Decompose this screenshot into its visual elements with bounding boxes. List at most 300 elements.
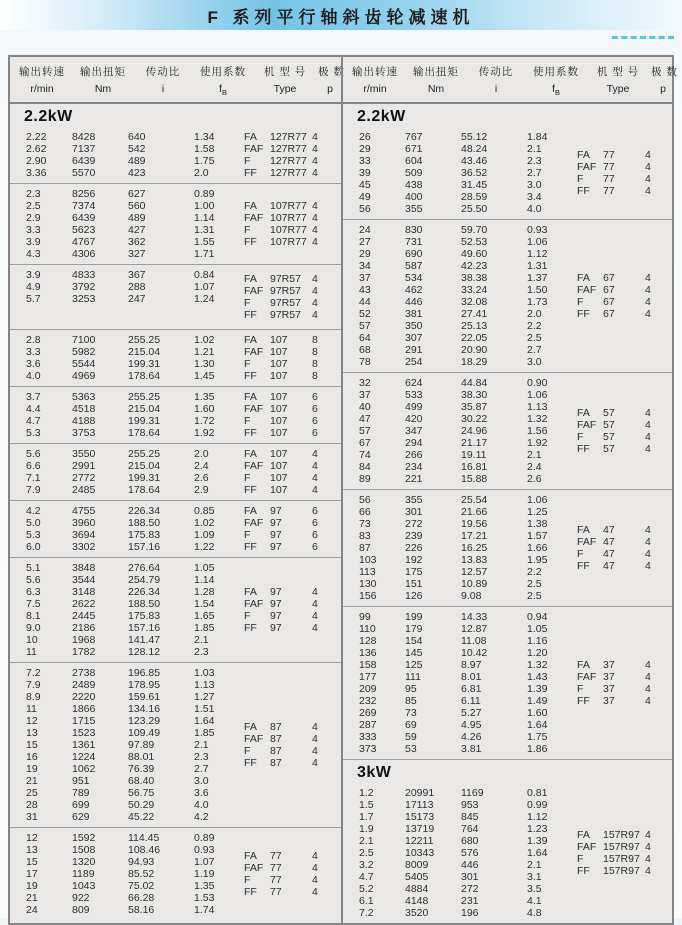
ratio-cell: 199.31 xyxy=(128,415,161,428)
output-speed-cell: 7.9 xyxy=(26,679,41,692)
service-factor-cell: 0.89 xyxy=(194,188,215,201)
output-speed-cell: 2.3 xyxy=(26,188,41,201)
ratio-cell: 276.64 xyxy=(128,562,161,575)
ratio-cell: 10.42 xyxy=(461,647,488,660)
output-torque-cell: 4755 xyxy=(72,505,96,518)
ratio-cell: 20.90 xyxy=(461,344,488,357)
type-size: 127R77 xyxy=(270,143,307,156)
ratio-cell: 327 xyxy=(128,248,146,261)
ratio-cell: 3.81 xyxy=(461,743,482,756)
table-row xyxy=(10,775,341,787)
output-torque-cell: 254 xyxy=(405,356,423,369)
type-prefix: FF xyxy=(244,541,257,554)
type-label xyxy=(577,161,645,173)
type-size: 77 xyxy=(270,850,282,863)
service-factor-cell: 2.7 xyxy=(527,344,542,357)
col-header-factor-symbol: $f_B$ xyxy=(219,83,227,98)
output-speed-cell: 17 xyxy=(26,868,38,881)
output-torque-cell: 3960 xyxy=(72,517,96,530)
output-torque-cell: 69 xyxy=(405,719,417,732)
output-speed-cell: 68 xyxy=(359,344,371,357)
ratio-cell: 215.04 xyxy=(128,403,161,416)
type-line xyxy=(244,721,332,733)
service-factor-cell: 2.0 xyxy=(194,448,209,461)
output-torque-cell: 355 xyxy=(405,494,423,507)
type-label xyxy=(244,273,312,285)
poles-value: 4 xyxy=(312,200,318,213)
type-line xyxy=(577,419,665,431)
poles-value: 6 xyxy=(312,517,318,530)
output-torque-cell: 509 xyxy=(405,167,423,180)
type-size: 107 xyxy=(270,391,288,404)
ratio-cell: 8.01 xyxy=(461,671,482,684)
service-factor-cell: 1.66 xyxy=(527,542,548,555)
section-title: 2.2kW xyxy=(24,108,73,126)
type-prefix: F xyxy=(244,297,251,310)
type-line xyxy=(244,586,332,598)
poles-value: 4 xyxy=(312,721,318,734)
service-factor-cell: 1.37 xyxy=(527,272,548,285)
type-size: 157R97 xyxy=(603,841,640,854)
service-factor-cell: 1.14 xyxy=(194,212,215,225)
output-speed-cell: 24 xyxy=(26,904,38,917)
service-factor-cell: 1.35 xyxy=(194,880,215,893)
type-label xyxy=(244,733,312,745)
type-line xyxy=(244,484,332,496)
output-speed-cell: 7.1 xyxy=(26,472,41,485)
section-title: 3kW xyxy=(357,764,392,782)
service-factor-cell: 1.75 xyxy=(194,155,215,168)
service-factor-cell: 1.53 xyxy=(194,892,215,905)
output-torque-cell: 4833 xyxy=(72,269,96,282)
output-torque-cell: 151 xyxy=(405,578,423,591)
ratio-cell: 175.83 xyxy=(128,610,161,623)
ratio-cell: 134.16 xyxy=(128,703,161,716)
output-speed-cell: 3.6 xyxy=(26,358,41,371)
output-speed-cell: 373 xyxy=(359,743,377,756)
output-speed-cell: 37 xyxy=(359,389,371,402)
ratio-cell: 175.83 xyxy=(128,529,161,542)
output-speed-cell: 5.1 xyxy=(26,562,41,575)
col-header-speed-unit: r/min xyxy=(363,83,387,95)
output-torque-cell: 922 xyxy=(72,892,90,905)
output-speed-cell: 12 xyxy=(26,715,38,728)
type-prefix: F xyxy=(577,548,584,561)
service-factor-cell: 3.6 xyxy=(194,787,209,800)
type-prefix: FA xyxy=(244,334,257,347)
output-speed-cell: 2.5 xyxy=(26,200,41,213)
type-label xyxy=(244,505,312,517)
output-speed-cell: 56 xyxy=(359,203,371,216)
output-speed-cell: 269 xyxy=(359,707,377,720)
type-prefix: F xyxy=(244,529,251,542)
col-header-torque-unit: Nm xyxy=(427,83,445,95)
output-torque-cell: 2445 xyxy=(72,610,96,623)
output-speed-cell: 10 xyxy=(26,634,38,647)
poles-value: 4 xyxy=(645,560,651,573)
ratio-cell: 30.22 xyxy=(461,413,488,426)
output-torque-cell: 17113 xyxy=(405,799,434,812)
service-factor-cell: 1.05 xyxy=(194,562,215,575)
type-label xyxy=(244,850,312,862)
ratio-cell: 845 xyxy=(461,811,479,824)
col-header-type-cn: 机 型 号 xyxy=(596,66,640,78)
type-label xyxy=(244,200,312,212)
output-speed-cell: 8.9 xyxy=(26,691,41,704)
table-row xyxy=(343,494,672,506)
output-speed-cell: 6.0 xyxy=(26,541,41,554)
type-size: 97 xyxy=(270,610,282,623)
type-line xyxy=(244,460,332,472)
service-factor-cell: 1.84 xyxy=(527,131,548,144)
type-line xyxy=(244,850,332,862)
service-factor-cell: 1.72 xyxy=(194,415,215,428)
type-line xyxy=(244,415,332,427)
type-prefix: FF xyxy=(244,167,257,180)
table-row xyxy=(10,646,341,658)
table-row xyxy=(343,389,672,401)
type-label xyxy=(577,829,645,841)
type-prefix: FAF xyxy=(244,346,264,359)
type-line xyxy=(577,407,665,419)
type-prefix: FF xyxy=(244,236,257,249)
power-section xyxy=(343,104,672,759)
type-line xyxy=(244,886,332,898)
output-torque-cell: 1508 xyxy=(72,844,96,857)
type-line xyxy=(244,517,332,529)
type-prefix: F xyxy=(577,683,584,696)
service-factor-cell: 1.14 xyxy=(194,574,215,587)
output-speed-cell: 19 xyxy=(26,763,38,776)
ratio-cell: 6.81 xyxy=(461,683,482,696)
ratio-cell: 362 xyxy=(128,236,146,249)
output-torque-cell: 4518 xyxy=(72,403,96,416)
col-header-torque-cn: 输出扭矩 xyxy=(413,66,459,78)
ratio-cell: 199.31 xyxy=(128,358,161,371)
type-block xyxy=(577,524,665,572)
poles-value: 4 xyxy=(645,548,651,561)
output-torque-cell: 400 xyxy=(405,191,423,204)
type-label xyxy=(577,431,645,443)
type-size: 57 xyxy=(603,407,615,420)
table-row xyxy=(10,691,341,703)
output-torque-cell: 767 xyxy=(405,131,423,144)
type-size: 47 xyxy=(603,536,615,549)
ratio-cell: 12.57 xyxy=(461,566,488,579)
ratio-cell: 21.17 xyxy=(461,437,488,450)
output-torque-cell: 179 xyxy=(405,623,423,636)
output-speed-cell: 19 xyxy=(26,880,38,893)
output-torque-cell: 5570 xyxy=(72,167,96,180)
data-group xyxy=(343,606,672,759)
data-group xyxy=(10,183,341,264)
ratio-cell: 19.11 xyxy=(461,449,487,462)
type-line xyxy=(244,598,332,610)
type-label xyxy=(244,427,312,439)
output-torque-cell: 301 xyxy=(405,506,423,519)
type-size: 67 xyxy=(603,284,615,297)
type-label xyxy=(577,173,645,185)
output-speed-cell: 7.2 xyxy=(26,667,41,680)
type-line xyxy=(577,284,665,296)
output-torque-cell: 355 xyxy=(405,203,423,216)
type-label xyxy=(577,185,645,197)
type-size: 107 xyxy=(270,460,288,473)
ratio-cell: 254.79 xyxy=(128,574,161,587)
ratio-cell: 215.04 xyxy=(128,460,161,473)
type-size: 107 xyxy=(270,472,288,485)
data-group xyxy=(343,372,672,489)
type-label xyxy=(244,224,312,236)
type-prefix: F xyxy=(244,745,251,758)
type-prefix: FF xyxy=(577,443,590,456)
type-label xyxy=(577,560,645,572)
output-speed-cell: 3.9 xyxy=(26,236,41,249)
output-torque-cell: 4767 xyxy=(72,236,96,249)
output-speed-cell: 47 xyxy=(359,413,371,426)
ratio-cell: 55.12 xyxy=(461,131,488,144)
output-torque-cell: 6439 xyxy=(72,155,96,168)
ratio-cell: 11.08 xyxy=(461,635,487,648)
table-row xyxy=(343,590,672,602)
output-torque-cell: 3550 xyxy=(72,448,96,461)
service-factor-cell: 1.60 xyxy=(194,403,215,416)
poles-value: 4 xyxy=(645,149,651,162)
data-group xyxy=(10,827,341,920)
poles-value: 4 xyxy=(312,167,318,180)
poles-value: 4 xyxy=(645,173,651,186)
output-speed-cell: 3.7 xyxy=(26,391,41,404)
table-row xyxy=(343,611,672,623)
type-size: 157R97 xyxy=(603,865,640,878)
type-prefix: FA xyxy=(244,586,257,599)
type-label xyxy=(244,874,312,886)
service-factor-cell: 1.23 xyxy=(527,823,548,836)
output-torque-cell: 20991 xyxy=(405,787,435,800)
output-speed-cell: 1.5 xyxy=(359,799,374,812)
type-line xyxy=(244,212,332,224)
type-size: 107 xyxy=(270,370,288,383)
ratio-cell: 178.64 xyxy=(128,370,161,383)
data-group xyxy=(343,783,672,923)
output-speed-cell: 3.9 xyxy=(26,269,41,282)
output-speed-cell: 57 xyxy=(359,320,371,333)
type-block xyxy=(244,586,332,634)
poles-value: 4 xyxy=(645,272,651,285)
output-speed-cell: 5.2 xyxy=(359,883,374,896)
title-band xyxy=(0,0,682,30)
ratio-cell: 4.95 xyxy=(461,719,482,732)
type-size: 47 xyxy=(603,560,615,573)
ratio-cell: 88.01 xyxy=(128,751,155,764)
service-factor-cell: 2.1 xyxy=(194,739,209,752)
type-label xyxy=(244,297,312,309)
output-speed-cell: 7.5 xyxy=(26,598,41,611)
service-factor-cell: 0.99 xyxy=(527,799,548,812)
type-line xyxy=(577,161,665,173)
table-header xyxy=(10,57,678,104)
type-label xyxy=(244,862,312,874)
service-factor-cell: 3.1 xyxy=(527,871,542,884)
type-size: 157R97 xyxy=(603,829,640,842)
output-torque-cell: 234 xyxy=(405,461,423,474)
col-header-speed-cn: 输出转速 xyxy=(19,66,65,78)
type-size: 67 xyxy=(603,308,615,321)
type-size: 97 xyxy=(270,622,282,635)
output-speed-cell: 1.2 xyxy=(359,787,374,800)
type-line xyxy=(244,403,332,415)
service-factor-cell: 0.81 xyxy=(527,787,548,800)
ratio-cell: 427 xyxy=(128,224,146,237)
type-label xyxy=(244,484,312,496)
output-torque-cell: 1189 xyxy=(72,868,95,881)
service-factor-cell: 2.4 xyxy=(527,461,542,474)
data-group xyxy=(343,219,672,372)
output-torque-cell: 1782 xyxy=(72,646,96,659)
type-line xyxy=(244,874,332,886)
output-torque-cell: 1968 xyxy=(72,634,96,647)
type-prefix: FA xyxy=(577,149,590,162)
output-speed-cell: 128 xyxy=(359,635,377,648)
poles-value: 8 xyxy=(312,370,318,383)
col-header-poles-symbol: p xyxy=(327,83,333,95)
type-label xyxy=(244,472,312,484)
ratio-cell: 231 xyxy=(461,895,479,908)
table-row xyxy=(343,320,672,332)
type-line xyxy=(244,297,332,309)
data-group xyxy=(10,500,341,557)
type-line xyxy=(244,167,332,179)
poles-value: 4 xyxy=(645,841,651,854)
type-prefix: FF xyxy=(577,560,590,573)
type-size: 97R57 xyxy=(270,273,301,286)
output-speed-cell: 39 xyxy=(359,167,371,180)
output-torque-cell: 3544 xyxy=(72,574,96,587)
table-row xyxy=(343,907,672,919)
ratio-cell: 19.56 xyxy=(461,518,488,531)
poles-value: 4 xyxy=(312,297,318,310)
col-header-factor-symbol: $f_B$ xyxy=(552,83,560,98)
output-speed-cell: 83 xyxy=(359,530,371,543)
output-torque-cell: 690 xyxy=(405,248,423,261)
type-prefix: F xyxy=(244,224,251,237)
ratio-cell: 28.59 xyxy=(461,191,488,204)
type-size: 77 xyxy=(270,874,282,887)
table-row xyxy=(343,707,672,719)
ratio-cell: 25.13 xyxy=(461,320,488,333)
ratio-cell: 157.16 xyxy=(128,541,161,554)
type-label xyxy=(577,284,645,296)
output-torque-cell: 1043 xyxy=(72,880,96,893)
poles-value: 6 xyxy=(312,541,318,554)
type-line xyxy=(244,391,332,403)
output-speed-cell: 5.3 xyxy=(26,427,41,440)
output-speed-cell: 21 xyxy=(26,892,38,905)
output-speed-cell: 11 xyxy=(26,646,37,659)
poles-value: 8 xyxy=(312,346,318,359)
table-row xyxy=(343,377,672,389)
type-label xyxy=(244,212,312,224)
output-torque-cell: 624 xyxy=(405,377,423,390)
type-size: 97 xyxy=(270,517,282,530)
output-torque-cell: 3753 xyxy=(72,427,96,440)
output-torque-cell: 4148 xyxy=(405,895,429,908)
output-torque-cell: 125 xyxy=(405,659,423,672)
ratio-cell: 560 xyxy=(128,200,146,213)
type-prefix: FA xyxy=(244,505,257,518)
service-factor-cell: 1.30 xyxy=(194,358,215,371)
type-size: 37 xyxy=(603,659,615,672)
poles-value: 8 xyxy=(312,334,318,347)
type-size: 97 xyxy=(270,586,282,599)
type-line xyxy=(244,143,332,155)
table-row xyxy=(343,743,672,755)
output-speed-cell: 136 xyxy=(359,647,377,660)
output-speed-cell: 2.8 xyxy=(26,334,41,347)
poles-value: 4 xyxy=(645,865,651,878)
type-prefix: FF xyxy=(244,309,257,322)
service-factor-cell: 2.6 xyxy=(527,473,542,486)
type-size: 127R77 xyxy=(270,167,307,180)
output-speed-cell: 103 xyxy=(359,554,377,567)
output-torque-cell: 13719 xyxy=(405,823,435,836)
type-line xyxy=(244,745,332,757)
service-factor-cell: 0.84 xyxy=(194,269,215,282)
output-speed-cell: 29 xyxy=(359,248,371,261)
output-speed-cell: 27 xyxy=(359,236,371,249)
poles-value: 4 xyxy=(312,598,318,611)
data-group xyxy=(10,386,341,443)
type-label xyxy=(577,308,645,320)
output-torque-cell: 4306 xyxy=(72,248,96,261)
service-factor-cell: 1.57 xyxy=(527,530,548,543)
output-speed-cell: 4.7 xyxy=(26,415,41,428)
service-factor-cell: 1.06 xyxy=(527,389,548,402)
table-row xyxy=(10,799,341,811)
output-torque-cell: 1592 xyxy=(72,832,96,845)
type-block xyxy=(244,721,332,769)
output-speed-cell: 6.1 xyxy=(359,895,374,908)
output-speed-cell: 6.6 xyxy=(26,460,41,473)
type-line xyxy=(244,622,332,634)
output-speed-cell: 4.4 xyxy=(26,403,41,416)
type-prefix: FF xyxy=(577,185,590,198)
type-line xyxy=(577,695,665,707)
service-factor-cell: 1.49 xyxy=(527,695,548,708)
output-torque-cell: 1523 xyxy=(72,727,96,740)
service-factor-cell: 1.02 xyxy=(194,517,215,530)
type-size: 127R77 xyxy=(270,155,307,168)
ratio-cell: 17.21 xyxy=(461,530,488,543)
output-speed-cell: 64 xyxy=(359,332,371,345)
output-torque-cell: 1866 xyxy=(72,703,96,716)
output-speed-cell: 5.7 xyxy=(26,293,41,306)
type-label xyxy=(244,886,312,898)
table-row xyxy=(343,719,672,731)
output-torque-cell: 6439 xyxy=(72,212,96,225)
ratio-cell: 272 xyxy=(461,883,479,896)
output-torque-cell: 7100 xyxy=(72,334,96,347)
ratio-cell: 188.50 xyxy=(128,517,161,530)
output-torque-cell: 2485 xyxy=(72,484,96,497)
service-factor-cell: 1.24 xyxy=(194,293,215,306)
type-size: 97R57 xyxy=(270,297,301,310)
table-row xyxy=(10,703,341,715)
output-torque-cell: 4188 xyxy=(72,415,96,428)
poles-value: 4 xyxy=(312,862,318,875)
type-label xyxy=(577,548,645,560)
output-speed-cell: 57 xyxy=(359,425,371,438)
